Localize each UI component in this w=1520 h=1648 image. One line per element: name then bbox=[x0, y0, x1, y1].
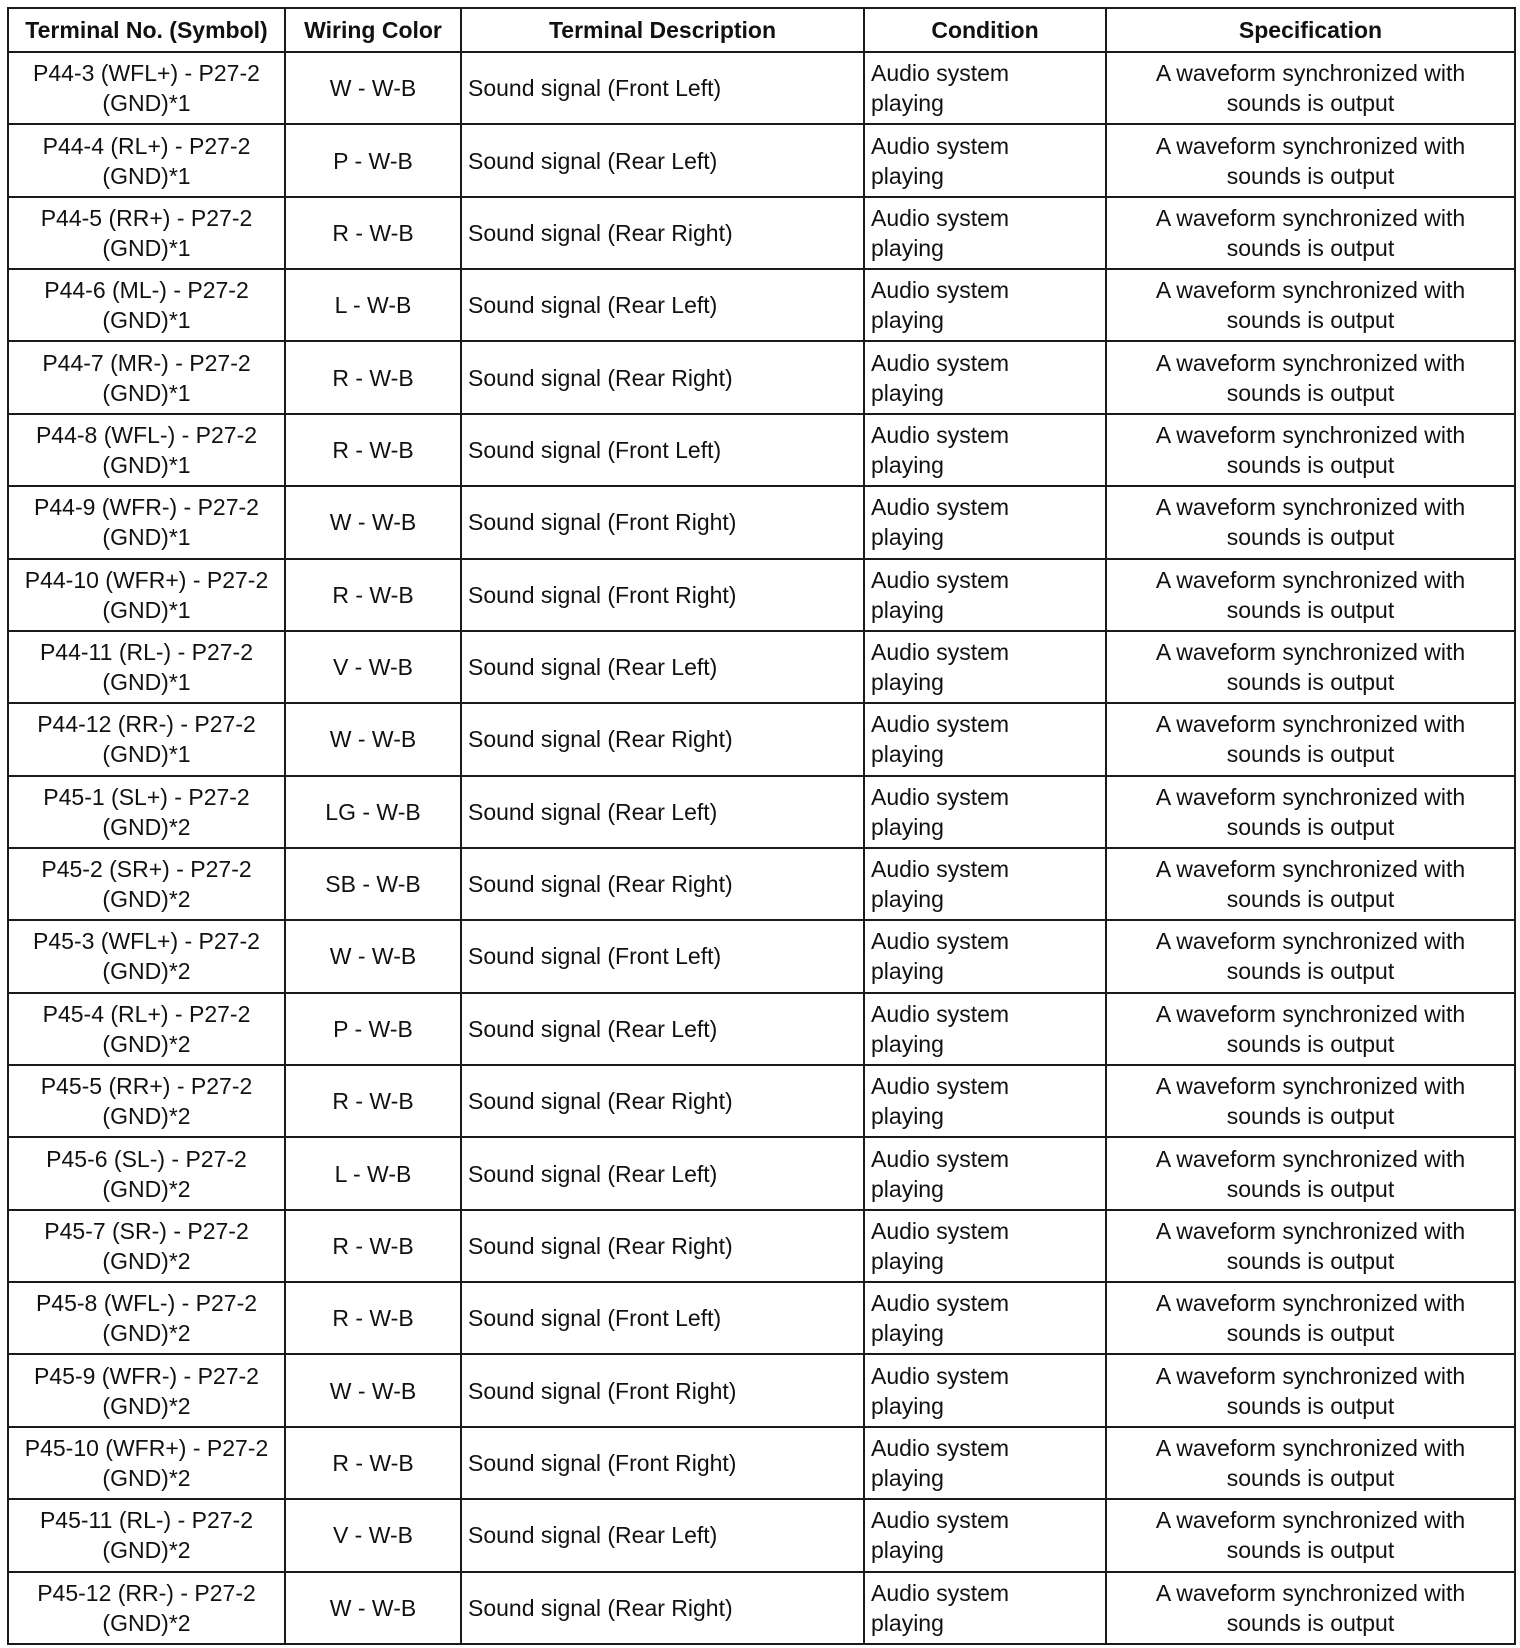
specification-line-2: sounds is output bbox=[1226, 741, 1395, 768]
terminal-cell bbox=[8, 559, 285, 631]
terminal-cell bbox=[8, 920, 285, 992]
terminal-cell bbox=[8, 414, 285, 486]
wiring-color-cell: R - W-B bbox=[285, 197, 461, 269]
terminal-cell bbox=[8, 1354, 285, 1426]
terminal-ground: (GND)*2 bbox=[102, 1030, 191, 1057]
condition-line-1: Audio system bbox=[871, 1073, 1010, 1100]
condition-line-2: playing bbox=[871, 886, 944, 913]
table-row bbox=[8, 197, 1515, 269]
specification-cell bbox=[1106, 776, 1515, 848]
terminal-ground: (GND)*2 bbox=[102, 1392, 191, 1419]
wiring-color-cell: R - W-B bbox=[285, 414, 461, 486]
terminal-symbol: P44-10 (WFR+) - P27-2 bbox=[24, 566, 269, 593]
specification-line-2: sounds is output bbox=[1226, 886, 1395, 913]
condition-cell bbox=[864, 1499, 1106, 1571]
specification-line-2: sounds is output bbox=[1226, 813, 1395, 840]
terminal-ground: (GND)*1 bbox=[102, 307, 191, 334]
terminal-description-cell: Sound signal (Rear Left) bbox=[461, 631, 864, 703]
terminal-symbol: P44-11 (RL-) - P27-2 bbox=[39, 639, 254, 666]
condition-line-1: Audio system bbox=[871, 1579, 1010, 1606]
condition-line-1: Audio system bbox=[871, 1435, 1010, 1461]
wiring-color-cell: P - W-B bbox=[285, 993, 461, 1065]
terminal-description-cell: Sound signal (Rear Left) bbox=[461, 124, 864, 196]
terminal-ground: (GND)*1 bbox=[102, 451, 191, 478]
specification-cell bbox=[1106, 993, 1515, 1065]
wiring-color-cell: V - W-B bbox=[285, 631, 461, 703]
condition-line-1: Audio system bbox=[871, 1507, 1010, 1534]
terminal-symbol: P45-5 (RR+) - P27-2 bbox=[40, 1073, 253, 1100]
terminal-symbol: P44-3 (WFL+) - P27-2 bbox=[33, 60, 260, 87]
condition-cell bbox=[864, 341, 1106, 413]
terminal-description-cell: Sound signal (Rear Right) bbox=[461, 848, 864, 920]
terminal-symbol: P45-7 (SR-) - P27-2 bbox=[44, 1217, 249, 1244]
condition-cell bbox=[864, 486, 1106, 558]
condition-line-1: Audio system bbox=[871, 928, 1010, 955]
wiring-color-cell: W - W-B bbox=[285, 1354, 461, 1426]
condition-cell bbox=[864, 920, 1106, 992]
specification-cell bbox=[1106, 1499, 1515, 1571]
specification-line-2: sounds is output bbox=[1226, 1320, 1395, 1347]
terminal-symbol: P45-3 (WFL+) - P27-2 bbox=[33, 928, 260, 955]
terminal-symbol: P45-8 (WFL-) - P27-2 bbox=[35, 1290, 258, 1317]
specification-cell bbox=[1106, 269, 1515, 341]
table-row bbox=[8, 1137, 1515, 1209]
condition-line-1: Audio system bbox=[871, 1290, 1010, 1317]
condition-line-2: playing bbox=[871, 451, 944, 478]
terminal-ground: (GND)*2 bbox=[102, 958, 191, 985]
specification-cell bbox=[1106, 1282, 1515, 1354]
specification-line-1: A waveform synchronized with bbox=[1155, 1435, 1466, 1461]
specification-cell bbox=[1106, 559, 1515, 631]
specification-cell bbox=[1106, 1427, 1515, 1499]
condition-line-2: playing bbox=[871, 1392, 944, 1419]
specification-line-1: A waveform synchronized with bbox=[1155, 928, 1466, 955]
terminal-ground: (GND)*1 bbox=[102, 524, 191, 551]
specification-line-2: sounds is output bbox=[1226, 596, 1395, 623]
specification-line-1: A waveform synchronized with bbox=[1155, 1362, 1466, 1389]
specification-line-2: sounds is output bbox=[1226, 1465, 1395, 1491]
condition-line-1: Audio system bbox=[871, 132, 1010, 159]
terminal-ground: (GND)*2 bbox=[102, 813, 191, 840]
terminal-symbol: P45-6 (SL-) - P27-2 bbox=[46, 1145, 247, 1172]
specification-line-1: A waveform synchronized with bbox=[1155, 421, 1466, 448]
wiring-color-cell: R - W-B bbox=[285, 1427, 461, 1499]
table-row bbox=[8, 631, 1515, 703]
condition-line-1: Audio system bbox=[871, 349, 1010, 376]
table-row bbox=[8, 1065, 1515, 1137]
terminal-cell bbox=[8, 1065, 285, 1137]
specification-line-2: sounds is output bbox=[1226, 379, 1395, 406]
specification-line-2: sounds is output bbox=[1226, 90, 1395, 117]
condition-line-2: playing bbox=[871, 1609, 944, 1636]
condition-cell bbox=[864, 124, 1106, 196]
condition-line-2: playing bbox=[871, 1030, 944, 1057]
specification-line-1: A waveform synchronized with bbox=[1155, 639, 1466, 666]
terminal-ground: (GND)*1 bbox=[102, 596, 191, 623]
condition-cell bbox=[864, 559, 1106, 631]
condition-cell bbox=[864, 1065, 1106, 1137]
wiring-color-cell: R - W-B bbox=[285, 1065, 461, 1137]
terminal-description-cell: Sound signal (Front Right) bbox=[461, 1427, 864, 1499]
table-row bbox=[8, 341, 1515, 413]
specification-line-1: A waveform synchronized with bbox=[1155, 1073, 1466, 1100]
terminal-symbol: P45-12 (RR-) - P27-2 bbox=[37, 1579, 256, 1606]
condition-cell bbox=[864, 631, 1106, 703]
condition-line-1: Audio system bbox=[871, 421, 1010, 448]
table-row bbox=[8, 52, 1515, 124]
condition-line-1: Audio system bbox=[871, 277, 1010, 304]
terminal-cell bbox=[8, 1427, 285, 1499]
terminal-ground: (GND)*2 bbox=[102, 1465, 191, 1491]
terminal-symbol: P45-10 (WFR+) - P27-2 bbox=[24, 1435, 269, 1461]
specification-line-2: sounds is output bbox=[1226, 234, 1395, 261]
table-row bbox=[8, 1499, 1515, 1571]
terminal-cell bbox=[8, 1210, 285, 1282]
terminal-cell bbox=[8, 197, 285, 269]
specification-line-1: A waveform synchronized with bbox=[1155, 1217, 1466, 1244]
terminal-symbol: P45-1 (SL+) - P27-2 bbox=[43, 783, 250, 810]
table-row bbox=[8, 559, 1515, 631]
terminal-cell bbox=[8, 1282, 285, 1354]
header-terminal-description: Terminal Description bbox=[461, 8, 864, 52]
wiring-color-cell: SB - W-B bbox=[285, 848, 461, 920]
condition-cell bbox=[864, 1210, 1106, 1282]
table-row bbox=[8, 993, 1515, 1065]
condition-line-2: playing bbox=[871, 741, 944, 768]
condition-line-1: Audio system bbox=[871, 1362, 1010, 1389]
condition-line-2: playing bbox=[871, 958, 944, 985]
condition-line-1: Audio system bbox=[871, 566, 1010, 593]
terminal-cell bbox=[8, 1499, 285, 1571]
terminal-ground: (GND)*1 bbox=[102, 90, 191, 117]
terminal-ground: (GND)*2 bbox=[102, 1175, 191, 1202]
terminal-cell bbox=[8, 993, 285, 1065]
specification-line-1: A waveform synchronized with bbox=[1155, 711, 1466, 738]
specification-cell bbox=[1106, 1065, 1515, 1137]
terminal-symbol: P45-11 (RL-) - P27-2 bbox=[39, 1507, 254, 1534]
condition-line-1: Audio system bbox=[871, 711, 1010, 738]
terminal-symbol: P45-4 (RL+) - P27-2 bbox=[42, 1000, 251, 1027]
table-row bbox=[8, 920, 1515, 992]
specification-line-1: A waveform synchronized with bbox=[1155, 349, 1466, 376]
terminal-symbol: P45-9 (WFR-) - P27-2 bbox=[34, 1362, 259, 1389]
specification-line-1: A waveform synchronized with bbox=[1155, 856, 1466, 883]
condition-line-2: playing bbox=[871, 379, 944, 406]
terminal-cell bbox=[8, 52, 285, 124]
wiring-color-cell: W - W-B bbox=[285, 703, 461, 775]
table-header bbox=[8, 8, 1515, 52]
specification-cell bbox=[1106, 124, 1515, 196]
specification-line-2: sounds is output bbox=[1226, 524, 1395, 551]
terminal-description-cell: Sound signal (Front Left) bbox=[461, 52, 864, 124]
terminal-symbol: P44-8 (WFL-) - P27-2 bbox=[35, 421, 258, 448]
terminal-description-cell: Sound signal (Rear Left) bbox=[461, 1499, 864, 1571]
specification-line-1: A waveform synchronized with bbox=[1155, 1507, 1466, 1534]
header-specification: Specification bbox=[1106, 8, 1515, 52]
condition-cell bbox=[864, 197, 1106, 269]
terminal-cell bbox=[8, 269, 285, 341]
wiring-color-cell: P - W-B bbox=[285, 124, 461, 196]
wiring-color-cell: V - W-B bbox=[285, 1499, 461, 1571]
condition-line-1: Audio system bbox=[871, 60, 1010, 87]
terminal-symbol: P44-7 (MR-) - P27-2 bbox=[42, 349, 251, 376]
table-row bbox=[8, 776, 1515, 848]
table-row bbox=[8, 1354, 1515, 1426]
condition-cell bbox=[864, 1282, 1106, 1354]
terminal-ground: (GND)*2 bbox=[102, 1103, 191, 1130]
terminal-ground: (GND)*2 bbox=[102, 1320, 191, 1347]
specification-line-1: A waveform synchronized with bbox=[1155, 566, 1466, 593]
specification-cell bbox=[1106, 848, 1515, 920]
condition-line-2: playing bbox=[871, 1465, 944, 1491]
specification-line-1: A waveform synchronized with bbox=[1155, 1579, 1466, 1606]
condition-cell bbox=[864, 993, 1106, 1065]
wiring-color-cell: R - W-B bbox=[285, 341, 461, 413]
terminal-description-cell: Sound signal (Front Right) bbox=[461, 559, 864, 631]
terminal-cell bbox=[8, 486, 285, 558]
table-row bbox=[8, 703, 1515, 775]
condition-line-1: Audio system bbox=[871, 639, 1010, 666]
specification-cell bbox=[1106, 703, 1515, 775]
specification-line-2: sounds is output bbox=[1226, 1247, 1395, 1274]
wiring-color-cell: R - W-B bbox=[285, 559, 461, 631]
specification-line-2: sounds is output bbox=[1226, 1537, 1395, 1564]
condition-line-2: playing bbox=[871, 1320, 944, 1347]
specification-cell bbox=[1106, 1137, 1515, 1209]
specification-line-2: sounds is output bbox=[1226, 1392, 1395, 1419]
terminal-cell bbox=[8, 776, 285, 848]
terminal-description-cell: Sound signal (Rear Left) bbox=[461, 776, 864, 848]
specification-line-1: A waveform synchronized with bbox=[1155, 783, 1466, 810]
terminal-cell bbox=[8, 848, 285, 920]
condition-line-2: playing bbox=[871, 1175, 944, 1202]
condition-cell bbox=[864, 52, 1106, 124]
specification-cell bbox=[1106, 414, 1515, 486]
condition-cell bbox=[864, 703, 1106, 775]
condition-cell bbox=[864, 776, 1106, 848]
specification-line-1: A waveform synchronized with bbox=[1155, 132, 1466, 159]
terminal-description-cell: Sound signal (Rear Right) bbox=[461, 341, 864, 413]
condition-line-2: playing bbox=[871, 307, 944, 334]
condition-line-1: Audio system bbox=[871, 856, 1010, 883]
condition-line-1: Audio system bbox=[871, 1217, 1010, 1244]
specification-cell bbox=[1106, 1572, 1515, 1644]
condition-line-2: playing bbox=[871, 669, 944, 696]
terminal-ground: (GND)*1 bbox=[102, 669, 191, 696]
condition-line-1: Audio system bbox=[871, 783, 1010, 810]
terminal-cell bbox=[8, 631, 285, 703]
wiring-color-cell: W - W-B bbox=[285, 486, 461, 558]
specification-line-2: sounds is output bbox=[1226, 958, 1395, 985]
terminal-description-cell: Sound signal (Front Left) bbox=[461, 414, 864, 486]
condition-cell bbox=[864, 269, 1106, 341]
table-row bbox=[8, 1427, 1515, 1499]
specification-line-1: A waveform synchronized with bbox=[1155, 60, 1466, 87]
specification-cell bbox=[1106, 52, 1515, 124]
condition-line-2: playing bbox=[871, 524, 944, 551]
condition-line-1: Audio system bbox=[871, 1145, 1010, 1172]
specification-line-2: sounds is output bbox=[1226, 1030, 1395, 1057]
table-row bbox=[8, 414, 1515, 486]
terminal-description-cell: Sound signal (Front Left) bbox=[461, 1282, 864, 1354]
condition-line-1: Audio system bbox=[871, 1000, 1010, 1027]
terminal-description-cell: Sound signal (Rear Left) bbox=[461, 993, 864, 1065]
specification-line-1: A waveform synchronized with bbox=[1155, 277, 1466, 304]
table-row bbox=[8, 848, 1515, 920]
terminal-symbol: P44-6 (ML-) - P27-2 bbox=[44, 277, 249, 304]
condition-line-2: playing bbox=[871, 234, 944, 261]
header-condition: Condition bbox=[864, 8, 1106, 52]
terminal-description-cell: Sound signal (Rear Right) bbox=[461, 1065, 864, 1137]
terminal-cell bbox=[8, 341, 285, 413]
specification-line-1: A waveform synchronized with bbox=[1155, 494, 1466, 521]
terminal-symbol: P44-4 (RL+) - P27-2 bbox=[42, 132, 251, 159]
terminal-description-cell: Sound signal (Rear Right) bbox=[461, 197, 864, 269]
wiring-color-cell: R - W-B bbox=[285, 1282, 461, 1354]
terminal-ground: (GND)*1 bbox=[102, 234, 191, 261]
table-row bbox=[8, 1572, 1515, 1644]
wiring-color-cell: R - W-B bbox=[285, 1210, 461, 1282]
terminal-description-cell: Sound signal (Front Right) bbox=[461, 486, 864, 558]
condition-cell bbox=[864, 1572, 1106, 1644]
terminal-symbol: P44-9 (WFR-) - P27-2 bbox=[34, 494, 259, 521]
table-row bbox=[8, 1282, 1515, 1354]
terminal-description-cell: Sound signal (Rear Right) bbox=[461, 1210, 864, 1282]
condition-line-2: playing bbox=[871, 813, 944, 840]
specification-line-2: sounds is output bbox=[1226, 1103, 1395, 1130]
condition-cell bbox=[864, 1354, 1106, 1426]
specification-line-2: sounds is output bbox=[1226, 307, 1395, 334]
condition-line-1: Audio system bbox=[871, 204, 1010, 231]
terminal-ground: (GND)*2 bbox=[102, 1247, 191, 1274]
terminal-ground: (GND)*1 bbox=[102, 379, 191, 406]
specification-line-2: sounds is output bbox=[1226, 669, 1395, 696]
specification-cell bbox=[1106, 341, 1515, 413]
specification-cell bbox=[1106, 920, 1515, 992]
table-row bbox=[8, 269, 1515, 341]
wiring-color-cell: L - W-B bbox=[285, 269, 461, 341]
terminal-cell bbox=[8, 703, 285, 775]
terminal-cell bbox=[8, 1137, 285, 1209]
specification-cell bbox=[1106, 1210, 1515, 1282]
wiring-color-cell: W - W-B bbox=[285, 1572, 461, 1644]
terminal-cell bbox=[8, 1572, 285, 1644]
condition-line-2: playing bbox=[871, 596, 944, 623]
terminal-description-cell: Sound signal (Rear Right) bbox=[461, 1572, 864, 1644]
condition-line-2: playing bbox=[871, 1247, 944, 1274]
wiring-color-cell: W - W-B bbox=[285, 52, 461, 124]
terminal-description-cell: Sound signal (Rear Left) bbox=[461, 269, 864, 341]
wiring-color-cell: L - W-B bbox=[285, 1137, 461, 1209]
terminal-ground: (GND)*2 bbox=[102, 886, 191, 913]
specification-line-2: sounds is output bbox=[1226, 451, 1395, 478]
specification-line-1: A waveform synchronized with bbox=[1155, 1000, 1466, 1027]
specification-line-2: sounds is output bbox=[1226, 162, 1395, 189]
header-row bbox=[8, 8, 1515, 52]
wiring-color-cell: LG - W-B bbox=[285, 776, 461, 848]
condition-cell bbox=[864, 1137, 1106, 1209]
terminal-description-cell: Sound signal (Rear Right) bbox=[461, 703, 864, 775]
condition-line-2: playing bbox=[871, 90, 944, 117]
specification-cell bbox=[1106, 1354, 1515, 1426]
terminal-symbol: P45-2 (SR+) - P27-2 bbox=[41, 856, 252, 883]
table-body bbox=[8, 52, 1515, 1644]
table-row bbox=[8, 486, 1515, 558]
condition-line-2: playing bbox=[871, 1103, 944, 1130]
header-wiring-color: Wiring Color bbox=[285, 8, 461, 52]
header-terminal: Terminal No. (Symbol) bbox=[8, 8, 285, 52]
condition-line-2: playing bbox=[871, 1537, 944, 1564]
specification-line-2: sounds is output bbox=[1226, 1609, 1395, 1636]
terminal-symbol: P44-5 (RR+) - P27-2 bbox=[40, 204, 253, 231]
specification-line-1: A waveform synchronized with bbox=[1155, 204, 1466, 231]
specification-line-1: A waveform synchronized with bbox=[1155, 1145, 1466, 1172]
condition-cell bbox=[864, 1427, 1106, 1499]
terminal-cell bbox=[8, 124, 285, 196]
table-row bbox=[8, 124, 1515, 196]
condition-cell bbox=[864, 848, 1106, 920]
condition-line-1: Audio system bbox=[871, 494, 1010, 521]
terminal-spec-table bbox=[7, 7, 1516, 1645]
specification-line-2: sounds is output bbox=[1226, 1175, 1395, 1202]
condition-line-2: playing bbox=[871, 162, 944, 189]
terminal-description-cell: Sound signal (Rear Left) bbox=[461, 1137, 864, 1209]
terminal-ground: (GND)*2 bbox=[102, 1537, 191, 1564]
specification-cell bbox=[1106, 197, 1515, 269]
wiring-color-cell: W - W-B bbox=[285, 920, 461, 992]
specification-line-1: A waveform synchronized with bbox=[1155, 1290, 1466, 1317]
terminal-symbol: P44-12 (RR-) - P27-2 bbox=[37, 711, 256, 738]
terminal-ground: (GND)*1 bbox=[102, 162, 191, 189]
terminal-ground: (GND)*2 bbox=[102, 1609, 191, 1636]
terminal-ground: (GND)*1 bbox=[102, 741, 191, 768]
table-row bbox=[8, 1210, 1515, 1282]
specification-cell bbox=[1106, 631, 1515, 703]
terminal-description-cell: Sound signal (Front Left) bbox=[461, 920, 864, 992]
specification-cell bbox=[1106, 486, 1515, 558]
terminal-description-cell: Sound signal (Front Right) bbox=[461, 1354, 864, 1426]
condition-cell bbox=[864, 414, 1106, 486]
